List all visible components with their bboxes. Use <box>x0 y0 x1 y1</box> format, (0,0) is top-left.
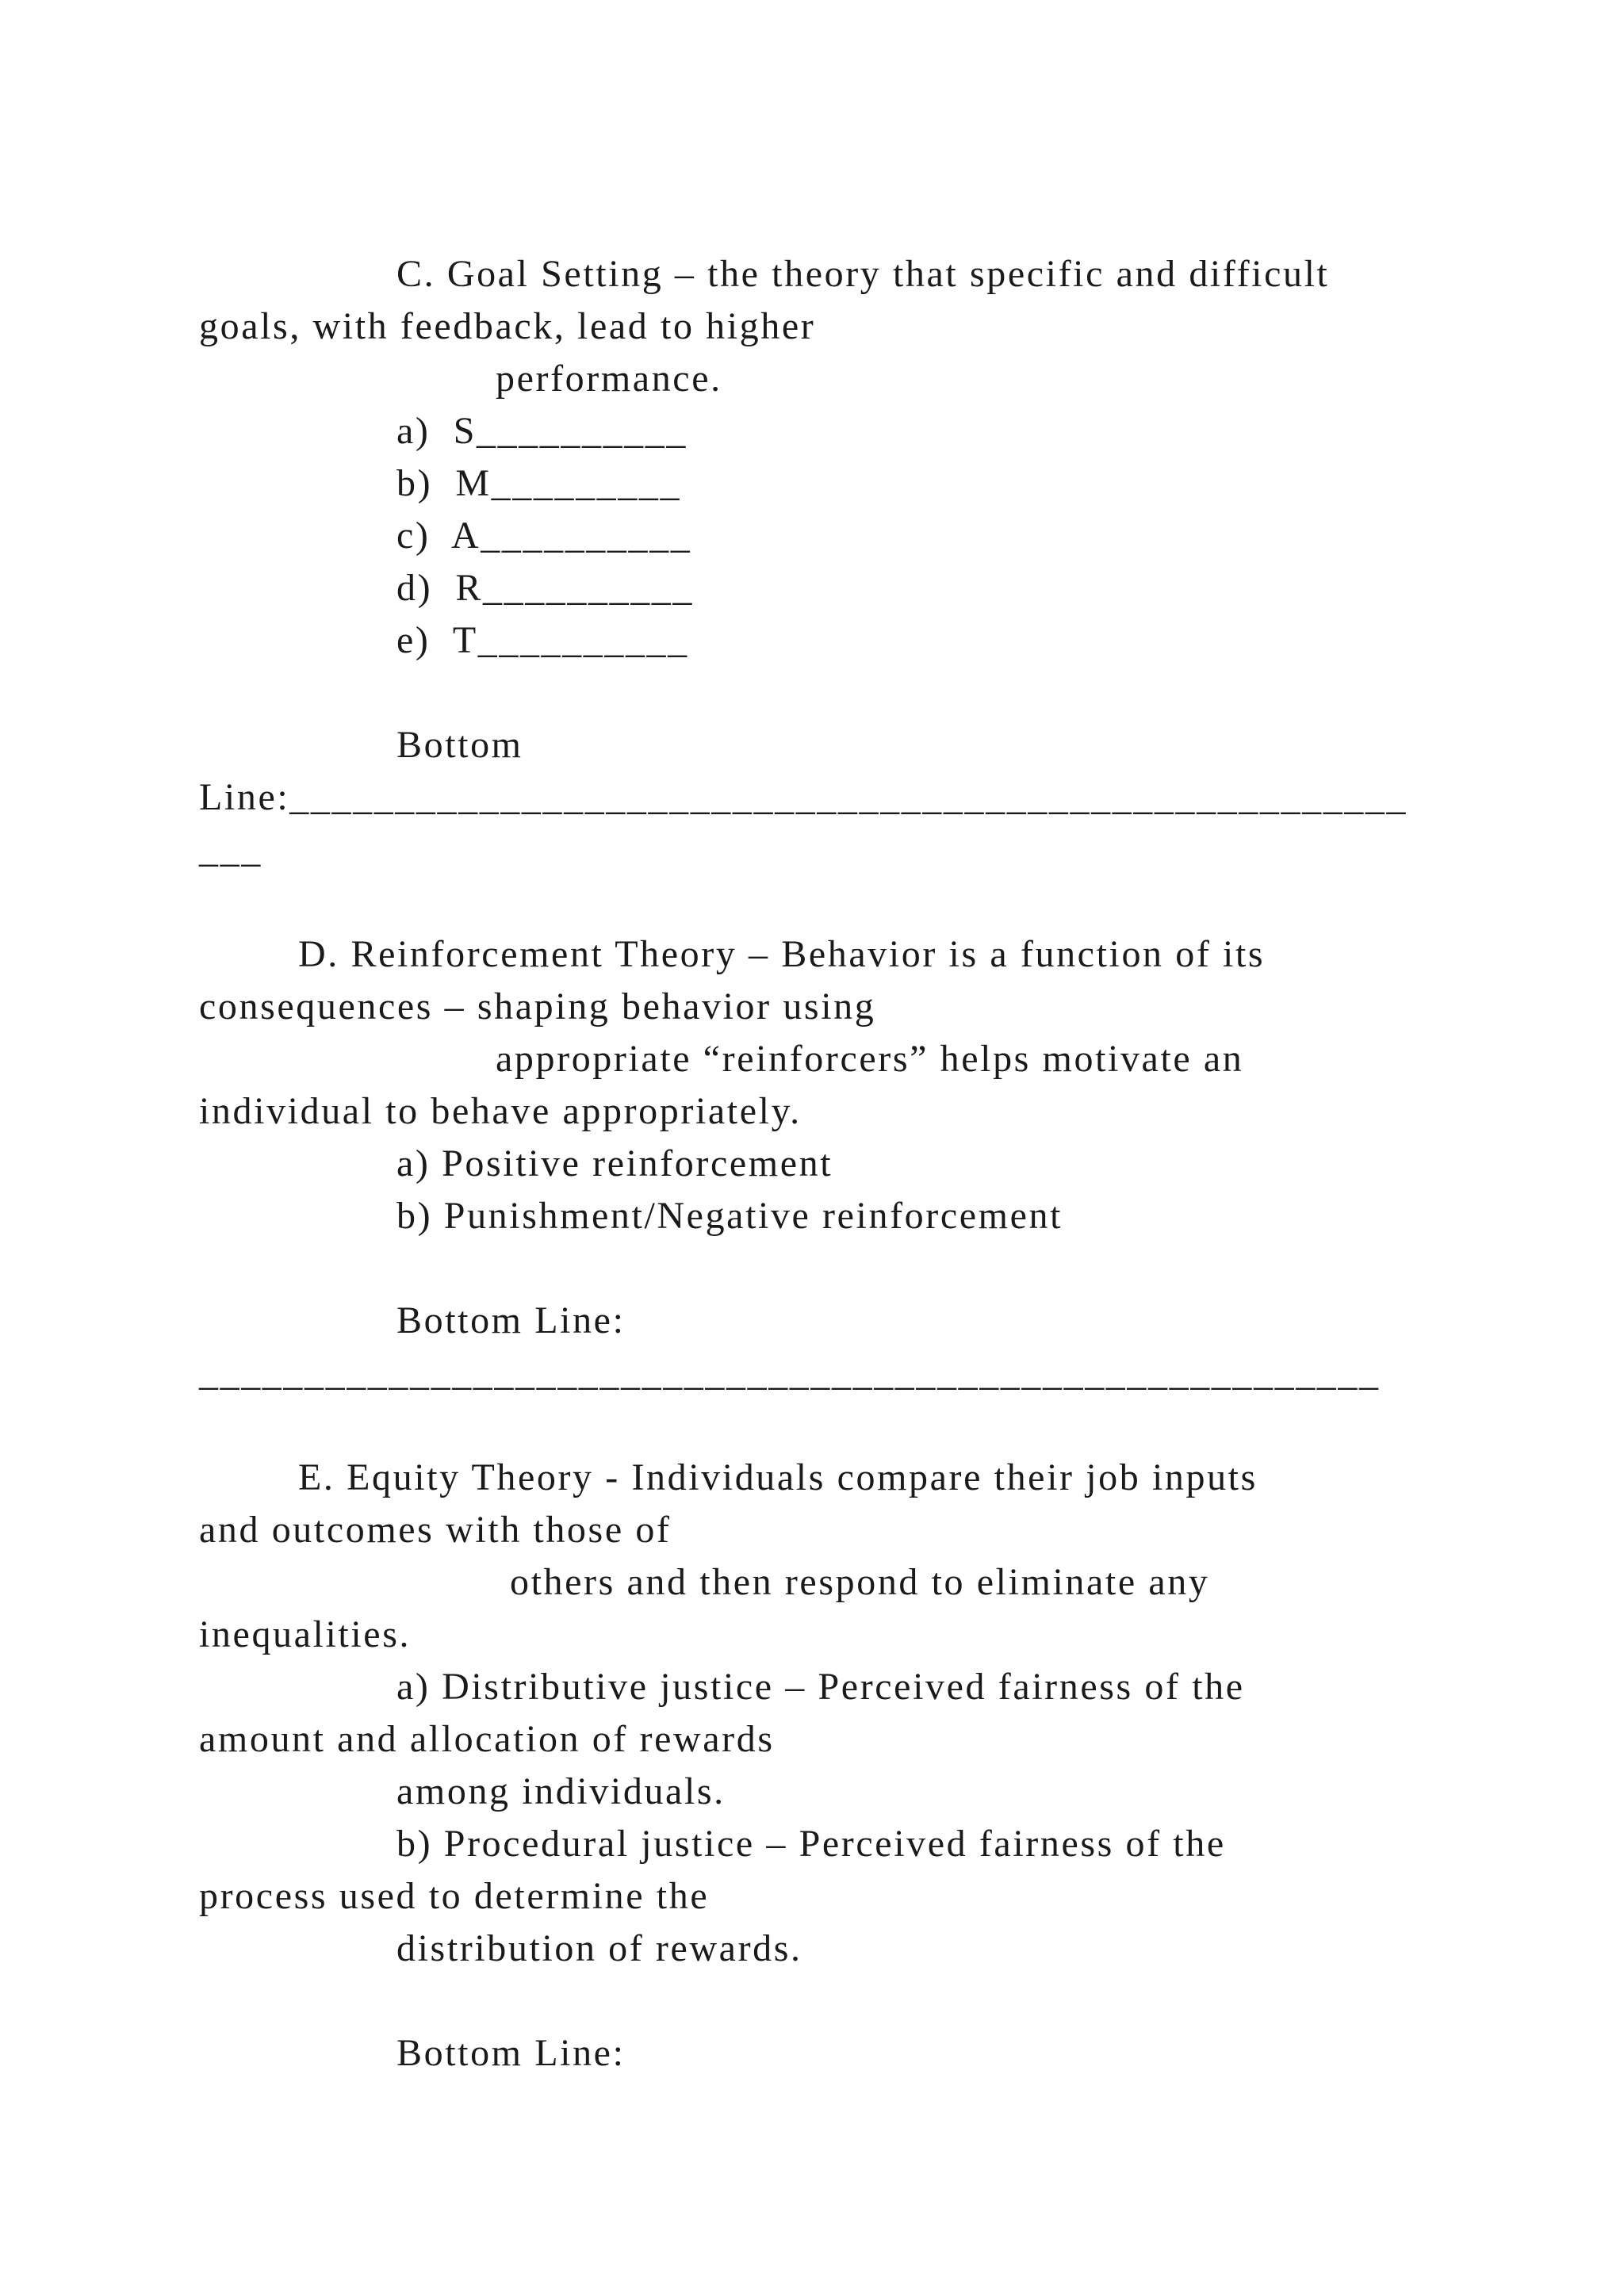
section-e-item-b-line-2: process used to determine the <box>199 1875 710 1917</box>
section-e-item-b-line-1: b) Procedural justice – Perceived fairness of the <box>396 1823 1226 1865</box>
section-c-bottom-line-blank: Line:_____________________________________________________ <box>199 776 1408 818</box>
section-c-item-s: a) S__________ <box>396 410 688 452</box>
section-e-item-b-line-3: distribution of rewards. <box>396 1927 802 1969</box>
section-c-item-r: d) R__________ <box>396 567 694 609</box>
section-c-heading-line-2: goals, with feedback, lead to higher <box>199 305 816 347</box>
section-d-heading-line-3: appropriate “reinforcers” helps motivate an <box>496 1038 1244 1080</box>
section-d-heading-line-4: individual to behave appropriately. <box>199 1090 802 1132</box>
section-c-heading-line-1: C. Goal Setting – the theory that specific and difficult <box>396 253 1330 295</box>
section-c-heading-line-3: performance. <box>496 358 722 400</box>
section-d-heading-line-2: consequences – shaping behavior using <box>199 985 876 1027</box>
section-d-item-negative: b) Punishment/Negative reinforcement <box>396 1195 1063 1237</box>
section-e-heading-line-1: E. Equity Theory - Individuals compare their job inputs <box>298 1456 1258 1498</box>
section-c-item-t: e) T__________ <box>396 619 689 661</box>
section-e-item-a-line-1: a) Distributive justice – Perceived fairness of the <box>396 1666 1245 1708</box>
section-c-bottom-line-label: Bottom <box>396 724 523 766</box>
section-e-heading-line-4: inequalities. <box>199 1613 412 1655</box>
section-d-bottom-line-label: Bottom Line: <box>396 1299 626 1341</box>
section-e-heading-line-2: and outcomes with those of <box>199 1509 672 1551</box>
section-c-item-a: c) A__________ <box>396 515 692 557</box>
section-d-heading-line-1: D. Reinforcement Theory – Behavior is a function of its <box>298 933 1266 975</box>
section-d-item-positive: a) Positive reinforcement <box>396 1142 833 1184</box>
section-e-item-a-line-3: among individuals. <box>396 1770 726 1812</box>
section-e-bottom-line-label: Bottom Line: <box>396 2032 626 2074</box>
section-e-item-a-line-2: amount and allocation of rewards <box>199 1718 775 1760</box>
section-d-bottom-line-blank: ________________________________________________________ <box>199 1352 1381 1394</box>
section-e-heading-line-3: others and then respond to eliminate any <box>510 1561 1210 1603</box>
section-c-bottom-line-blank-continued: ___ <box>199 828 262 871</box>
section-c-item-m: b) M_________ <box>396 462 682 504</box>
